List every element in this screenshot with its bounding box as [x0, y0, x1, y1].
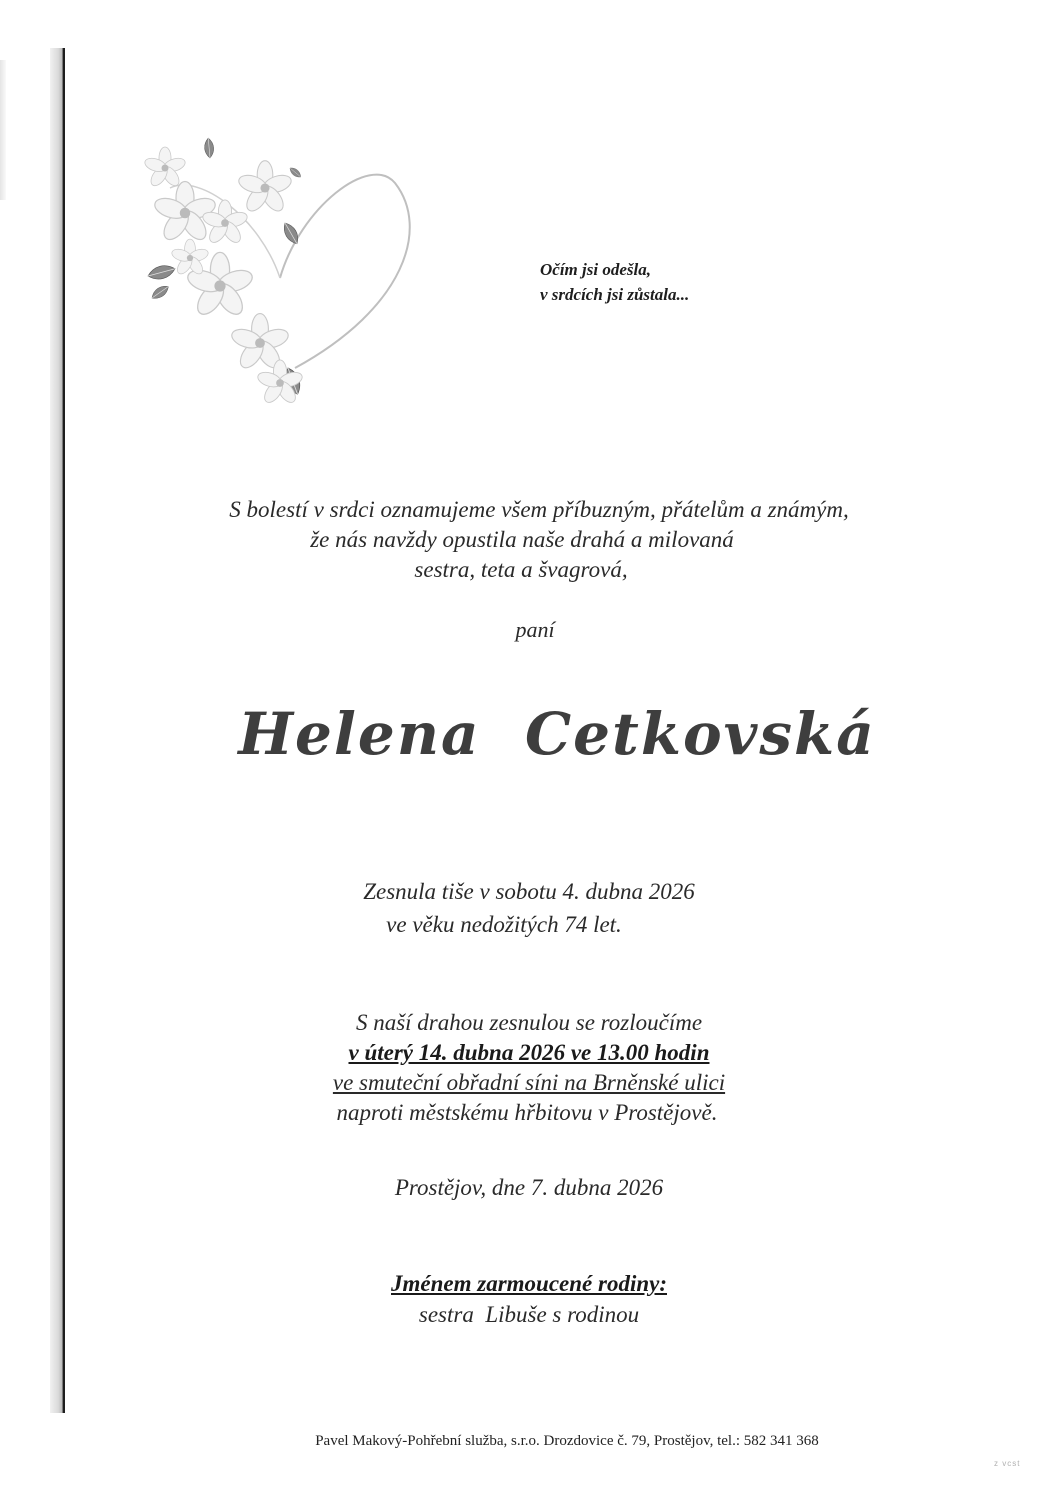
- farewell-ceremony: [0, 1008, 1058, 1128]
- funeral-service-footer: Pavel Makový-Pohřební služba, s.r.o. Drozdovice č. 79, Prostějov, tel.: 582 341 368: [315, 1433, 819, 1449]
- ceremony-line-1: S naší drahou zesnulou se rozloučíme: [355, 1010, 703, 1035]
- death-line-1: Zesnula tiše v sobotu 4. dubna 2026: [363, 879, 695, 904]
- epigraph-line-1: Očím jsi odešla,: [540, 260, 651, 279]
- scan-mark: z vcst: [994, 1459, 1021, 1468]
- signature-name: sestra Libuše s rodinou: [418, 1302, 640, 1327]
- family-signature: [0, 1268, 1058, 1330]
- scan-edge-shadow: [0, 60, 6, 200]
- death-line-2: ve věku nedožitých 74 let.: [386, 912, 622, 937]
- ceremony-place: ve smuteční obřadní síni na Brněnské ulici: [332, 1070, 726, 1095]
- ceremony-line-4: naproti městskému hřbitovu v Prostějově.: [336, 1100, 718, 1125]
- signature-heading: Jménem zarmoucené rodiny:: [391, 1271, 667, 1296]
- ceremony-datetime: v úterý 14. dubna 2026 ve 13.00 hodin: [348, 1040, 710, 1065]
- epigraph-line-2: v srdcích jsi zůstala...: [540, 285, 690, 304]
- intro-line-3: sestra, teta a švagrová,: [414, 557, 628, 582]
- intro-line-2: že nás navždy opustila naše drahá a milovaná: [310, 527, 734, 552]
- announcement-intro: [0, 495, 1058, 585]
- death-details: [0, 875, 1058, 941]
- deceased-name-text: Helena Cetkovská: [238, 700, 876, 768]
- place-and-date: Prostějov, dne 7. dubna 2026: [394, 1175, 664, 1200]
- epigraph: [540, 257, 689, 307]
- intro-line-1: S bolestí v srdci oznamujeme všem příbuzným, přátelům a známým,: [229, 497, 849, 522]
- honorific: paní: [515, 617, 555, 642]
- deceased-name: [28, 700, 1058, 768]
- floral-heart-illustration: [130, 128, 430, 428]
